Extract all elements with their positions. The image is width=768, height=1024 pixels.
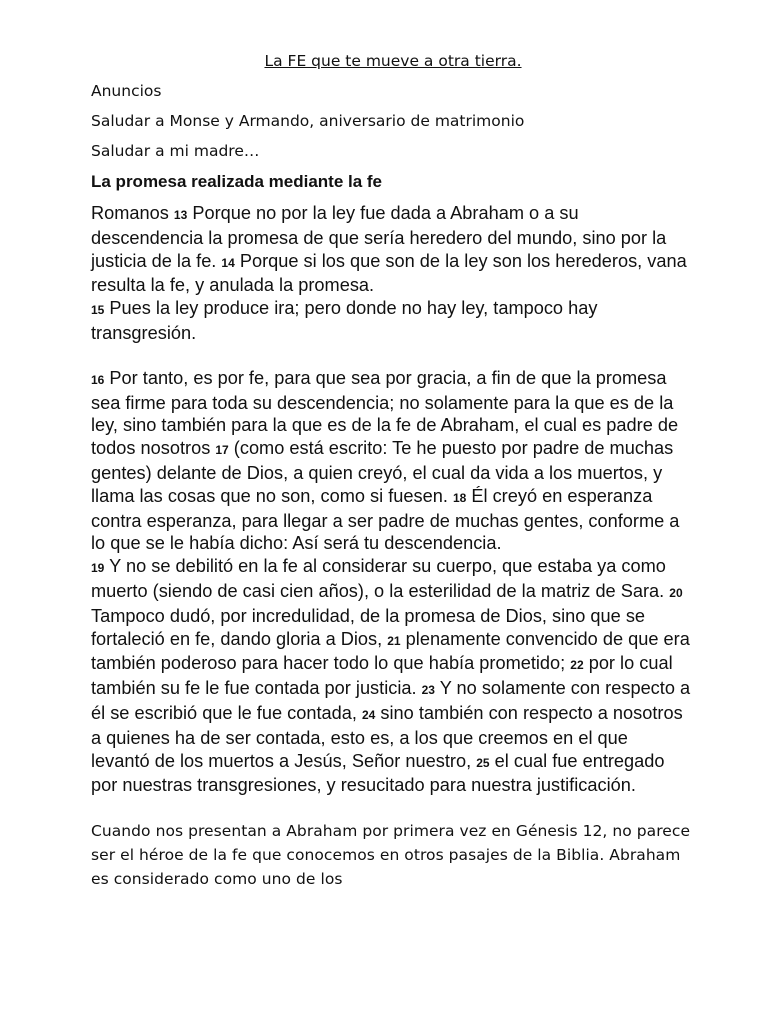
verse-text: Porque si los que son de la ley son los herederos, vana resulta la fe, y anulada la promesa.	[91, 250, 687, 296]
document-title: La FE que te mueve a otra tierra.	[264, 52, 522, 70]
scripture-passage-1	[91, 202, 691, 345]
document-page	[91, 52, 691, 891]
verse-number: 14	[221, 255, 235, 270]
verse-text: Y no solamente con respecto a él se escribió que le fue contada,	[91, 678, 691, 723]
verse-text: Por tanto, es por fe, para que sea por gracia, a fin de que la promesa sea firme para toda su descendencia; no solamente para la que es de la ley, sino también para la que es de la fe de Abraham, el cual es padre de todos nosotros	[91, 367, 679, 459]
verse-number: 18	[452, 490, 467, 505]
verse-text: Porque no por la ley fue dada a Abraham o a su descendencia la promesa de que sería heredero del mundo, sino por la justicia de la fe.	[91, 203, 667, 271]
commentary-paragraph: Cuando nos presentan a Abraham por primera vez en Génesis 12, no parece ser el héroe de la fe que conocemos en otros pasajes de la Biblia. Abraham es considerado como uno de los	[91, 822, 691, 889]
verse-text: sino también con respecto a nosotros a quienes ha de ser contada, esto es, a los que creemos en el que levantó de los muertos a Jesús, Señor nuestro,	[91, 702, 683, 771]
verse-text: Tampoco dudó, por incredulidad, de la promesa de Dios, sino que se fortaleció en fe, dando gloria a Dios,	[91, 605, 646, 649]
verse-number: 16	[91, 372, 105, 387]
note-greeting-couple: Saludar a Monse y Armando, aniversario de matrimonio	[91, 112, 525, 130]
verse-text: Pues la ley produce ira; pero donde no hay ley, tampoco hay transgresión.	[91, 298, 598, 343]
verse-number: 21	[387, 633, 401, 648]
verse-number: 22	[570, 658, 584, 673]
verse-text: plenamente convencido de que era también poderoso para hacer todo lo que había prometido;	[91, 628, 690, 674]
verse-number: 13	[173, 208, 188, 222]
verse-text: Él creyó en esperanza contra esperanza, para llegar a ser padre de muchas gentes, conforme a lo que se le había dicho: Así será tu descendencia.	[91, 485, 680, 554]
verse-number: 20	[669, 585, 683, 600]
verse-text: el cual fue entregado por nuestras transgresiones, y resucitado para nuestra justificación.	[91, 750, 665, 796]
verse-number: 24	[361, 707, 376, 722]
scripture-passage-2	[91, 367, 691, 797]
note-announcements: Anuncios	[91, 82, 162, 100]
note-greeting-mother: Saludar a mi madre…	[91, 142, 260, 160]
section-heading: La promesa realizada mediante la fe	[91, 172, 383, 191]
verse-number: 25	[476, 755, 490, 770]
verse-number: 17	[215, 443, 229, 458]
verse-text: (como está escrito: Te he puesto por padre de muchas gentes) delante de Dios, a quien creyó, el cual da vida a los muertos, y llama las cosas que no son, como si fuesen.	[91, 438, 674, 506]
verse-number: 15	[91, 303, 105, 318]
verse-number: 23	[421, 683, 435, 698]
scripture-book: Romanos	[91, 203, 169, 223]
verse-text: Y no se debilitó en la fe al considerar su cuerpo, que estaba ya como muerto (siendo de casi cien años), o la esterilidad de la matriz de Sara.	[91, 556, 666, 601]
verse-text: por lo cual también su fe le fue contada por justicia.	[91, 653, 673, 699]
verse-number: 19	[91, 561, 105, 576]
